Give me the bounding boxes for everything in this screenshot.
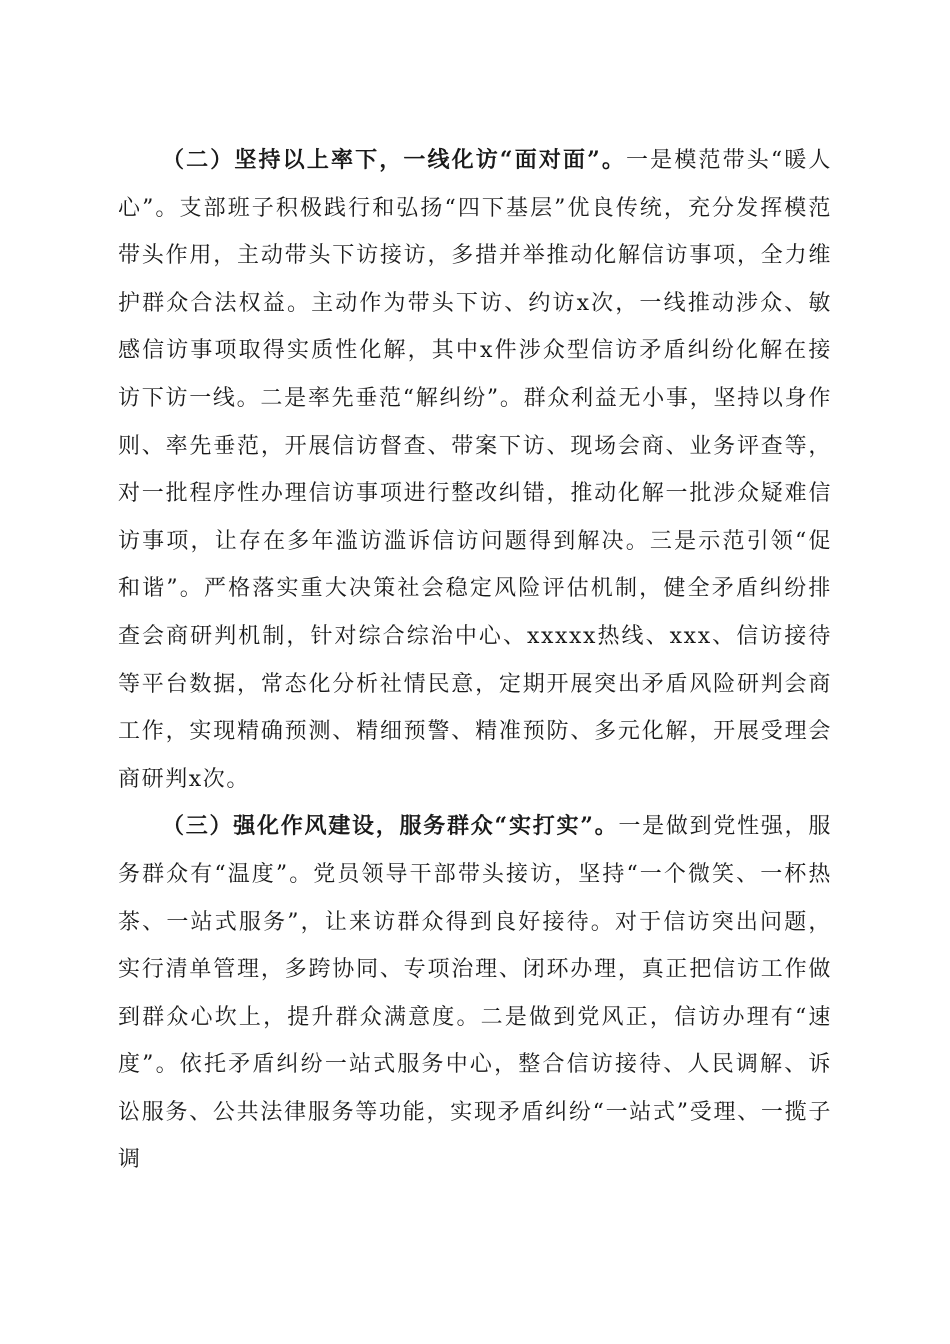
paragraph-section-3 <box>118 803 832 1184</box>
paragraph-text: 一是做到党性强，服务群众有“温度”。党员领导干部带头接访，坚持“一个微笑、一杯热茶、一站式服务”，让来访群众得到良好接待。对于信访突出问题，实行清单管理，多跨协同、专项治理、闭环办理，真正把信访工作做到群众心坎上，提升群众满意度。二是做到党风正，信访办理有“速度”。依托矛盾纠纷一站式服务中心，整合信访接待、人民调解、诉讼服务、公共法律服务等功能，实现矛盾纠纷“一站式”受理、一揽子调 <box>118 814 832 1173</box>
paragraph-heading: （二）坚持以上率下，一线化访“面对面”。 <box>162 147 627 173</box>
document-body <box>118 137 832 1184</box>
paragraph-text: 一是模范带头“暖人心”。支部班子积极践行和弘扬“四下基层”优良传统，充分发挥模范带头作用，主动带头下访接访，多措并举推动化解信访事项，全力维护群众合法权益。主动作为带头下访、约访x次，一线推动涉众、敏感信访事项取得实质性化解，其中x件涉众型信访矛盾纠纷化解在接访下访一线。二是率先垂范“解纠纷”。群众利益无小事，坚持以身作则、率先垂范，开展信访督查、带案下访、现场会商、业务评查等，对一批程序性办理信访事项进行整改纠错，推动化解一批涉众疑难信访事项，让存在多年滥访滥诉信访问题得到解决。三是示范引领“促和谐”。严格落实重大决策社会稳定风险评估机制，健全矛盾纠纷排查会商研判机制，针对综合综治中心、xxxxx热线、xxx、信访接待等平台数据，常态化分析社情民意，定期开展突出矛盾风险研判会商工作，实现精确预测、精细预警、精准预防、多元化解，开展受理会商研判x次。 <box>118 148 832 792</box>
paragraph-heading: （三）强化作风建设，服务群众“实打实”。 <box>162 813 619 840</box>
paragraph-section-2 <box>118 137 832 803</box>
